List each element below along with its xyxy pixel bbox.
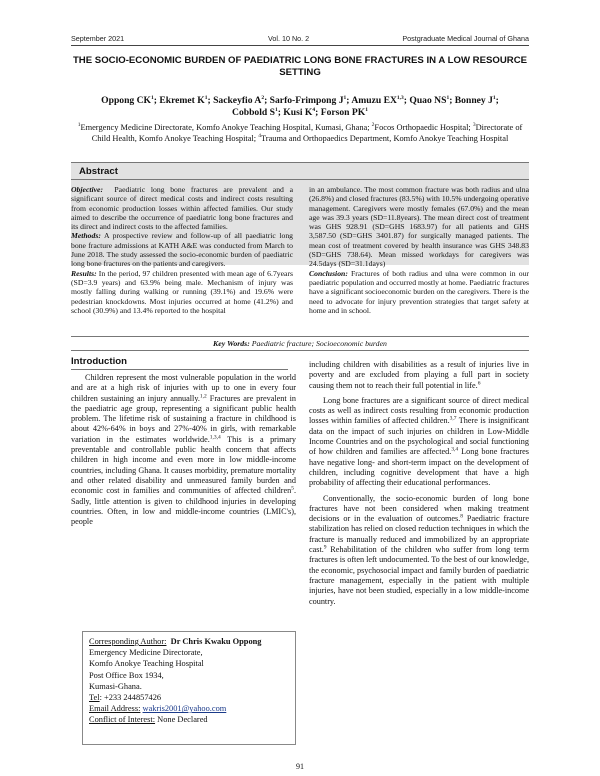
corresponding-email: Email Address: wakris2001@yahoo.com — [89, 704, 227, 714]
abstract-conclusion: Conclusion: Fractures of both radius and ulna were common in our paediatric population and occurred mostly at home. Paediatric fractures have a significant socioeconomic burden on the caregivers. There is the need to advocate for injury prevention strategies that target safety at home and in school. — [309, 268, 529, 315]
corresponding-tel: Tel: +233 244857426 — [89, 693, 162, 703]
introduction-heading: Introduction — [71, 356, 127, 367]
author-affiliation-mark: 1,3 — [396, 94, 404, 101]
header-volume: Vol. 10 No. 2 — [268, 34, 310, 43]
affiliation-text: Directorate of Child Health, Komfo Anokye Teaching Hospital; — [91, 123, 523, 144]
corresponding-address-3: Post Office Box 1934, — [89, 670, 164, 680]
author-name: Oppong CK — [101, 95, 151, 106]
author-name: Sarfo-Frimpong J — [269, 95, 344, 106]
affiliation-text: Trauma and Orthopaedics Department, Komfo Anokye Teaching Hospital — [260, 134, 509, 144]
email-link[interactable]: wakris2001@yahoo.com — [142, 704, 227, 714]
author-affiliation-mark: 1 — [151, 94, 154, 101]
abstract-heading: Abstract — [79, 166, 118, 177]
abstract-results: Results: In the period, 97 children presented with mean age of 6.7years (SD=3.9 years) and 63.9% being male. Mechanism of injury was mostly falling during walking or running (39.1%) and 19.6% were pedestrian knockdowns. Most injuries occurred at home (41.2%) and school (30.9%) and 13.4% reported to the hospital — [71, 268, 294, 315]
corresponding-author-line: Corresponding Author: Dr Chris Kwaku Oppong — [89, 637, 262, 646]
author-affiliation-mark: 1 — [492, 94, 496, 101]
abstract-methods: Methods: A prospective review and follow-up of all paediatric long bone fracture admissions at KATH A&E was conducted from March to June 2018. The study assessed the socio-economic burden of paediatric long bone fractures on the patients and caregivers. — [71, 231, 294, 269]
author-name: Bonney J — [454, 95, 493, 106]
author-name: Ekremet K — [159, 95, 205, 106]
affiliation-mark: 2 — [371, 122, 375, 129]
author-name: Sackeyfio A — [213, 95, 262, 106]
affiliation-mark: 4 — [258, 133, 261, 140]
author-affiliation-mark: 4 — [312, 106, 316, 113]
abstract-rule — [71, 179, 529, 180]
abstract-objective: Objective: Paediatric long bone fractures are prevalent and a significant source of direct medical costs and indirect costs resulting from economic production losses within affected families. Our study aimed to describe the occurrence of paediatric long bone fractures and its direct and indirect costs to the affected families. — [71, 185, 293, 232]
abstract-column-right — [309, 185, 529, 315]
affiliation-mark: 1 — [77, 122, 81, 129]
author-line-2: Cobbold $S^1$; Kusi $K^4$; Forson $PK^1$ — [232, 106, 368, 118]
intro-paragraph-1: Children represent the most vulnerable population in the world and are at a high risk of injuries with up to one in every four children sustaining an injury annually.$^{1,2}$ Fractures are prevalent in the paediatric age group, representing a significant public health problem. The lifetime risk of sustaining a fracture in childhood is about 42%-64% in boys and 27%-40% in girls, with remarkable variation in the estimates worldwide.$^{1,3,4}$ This is a primary preventable and controllable public health concern that affects children in high income and even more in low middle-income countries, including Ghana. It causes morbidity, premature mortality and other related disability and unmeasured family burden and economic cost in families and communities of affected children$^5$. Sadly, little attention is given to childhood injuries in developing countries. Often, in low and middle-income countries (LMIC's), people — [71, 373, 296, 527]
author-affiliation-mark: 1 — [204, 94, 208, 101]
header-date: September 2021 — [71, 34, 125, 43]
corresponding-address-1: Emergency Medicine Directorate, — [89, 648, 203, 658]
conflict-of-interest: Conflict of Interest: None Declared — [89, 715, 208, 725]
intro-paragraph-2: Long bone fractures are a significant source of direct medical costs as well as indirect costs resulting from economic production losses within families of affected children.$^{3,7}$ There is insignificant data on the impact of such injuries on children in Low-Middle Income Countries and on the psychological and social functioning of how children and families are affected.$^{3,4}$ Long bone fractures have negative long- and short-term impact on the development of children, including cognitive development that have a high probability of affecting their educational performances. — [309, 395, 529, 488]
paper-title: THE SOCIO-ECONOMIC BURDEN OF PAEDIATRIC LONG BONE FRACTURES IN A LOW RESOURCE SETTING — [72, 55, 528, 78]
affiliation-text: Focos Orthopaedic Hospital; — [374, 123, 473, 132]
author-line-1: Oppong $CK^1$; Ekremet $K^1$; Sackeyfio $A^2$; Sarfo-Frimpong $J^1$; Amuzu EX$^{1,3}$; Quao $NS^1$; Bonney $J^1$; — [101, 94, 499, 106]
author-affiliation-mark: 1 — [343, 94, 347, 101]
author-name: Quao NS — [409, 95, 447, 106]
affiliation-mark: 3 — [472, 122, 476, 129]
corresponding-address-2: Komfo Anokye Teaching Hospital — [89, 659, 204, 669]
corresponding-author-box — [82, 631, 296, 745]
author-name: Forson PK — [320, 107, 366, 118]
intro-paragraph-3: Conventionally, the socio-economic burden of long bone fractures have not been considered when making treatment decisions or in the evaluation of outcomes.$^8$ Paediatric fracture stabilization has relied on closed reduction techniques in which the fracture is manually reduced and immobilized by an appropriate cast.$^9$ Rehabilitation of the children who suffer from long term fractures is often left undocumented. To the best of our knowledge, the economic, psychosocial impact and family burden of paediatric fracture management, especially in the patient with multiple injuries, have not been studied, especially in a low middle-income country. — [309, 493, 529, 606]
keywords: Key Words: Paediatric fracture; Socioeconomic burden — [71, 336, 529, 351]
abstract-results-continued: in an ambulance. The most common fracture was both radius and ulna (26.8%) and closed fractures (83.5%) with 10.5% undergoing operative management. Caregivers were mostly females (67.0%) and the mean age was 39.3 years (SD=11.8years). The mean direct cost of treatment was GHS 928.91 (SD=GHS 1683.97) for all patients and GHS 3,587.50 (SD=GHS 3401.87) for surgically managed patients. The mean cost of treatment covered by health insurance was GHS 348.83 (SD=GHS 738.64). Mean missed workdays for caregivers was 24.5days (SD=31.1days) — [309, 185, 529, 269]
abstract-column-left — [71, 185, 293, 315]
author-name: Kusi K — [283, 107, 313, 118]
intro-paragraph-1-continued: including children with disabilities as a result of injuries live in poverty and are excluded from playing a full part in society causing them not to reach their full potential in life.$^6$ — [309, 360, 529, 390]
page-number: 91 — [296, 762, 304, 771]
header-journal: Postgraduate Medical Journal of Ghana — [402, 34, 529, 43]
body-column-left — [71, 373, 296, 527]
author-name: Cobbold S — [232, 107, 275, 118]
header-rule — [71, 45, 529, 46]
author-affiliation-mark: 1 — [446, 94, 450, 101]
affiliation-text: Emergency Medicine Directorate, Komfo Anokye Teaching Hospital, Kumasi, Ghana; — [80, 123, 372, 132]
corresponding-address-4: Kumasi-Ghana. — [89, 681, 142, 691]
body-column-right — [309, 360, 529, 607]
author-affiliation-mark: 2 — [261, 94, 265, 101]
introduction-rule — [71, 369, 288, 370]
author-list — [71, 95, 529, 119]
author-name: Amuzu EX — [351, 95, 397, 106]
author-affiliation-mark: 1 — [365, 106, 368, 113]
author-affiliation-mark: 1 — [274, 106, 278, 113]
affiliations — [71, 122, 529, 145]
